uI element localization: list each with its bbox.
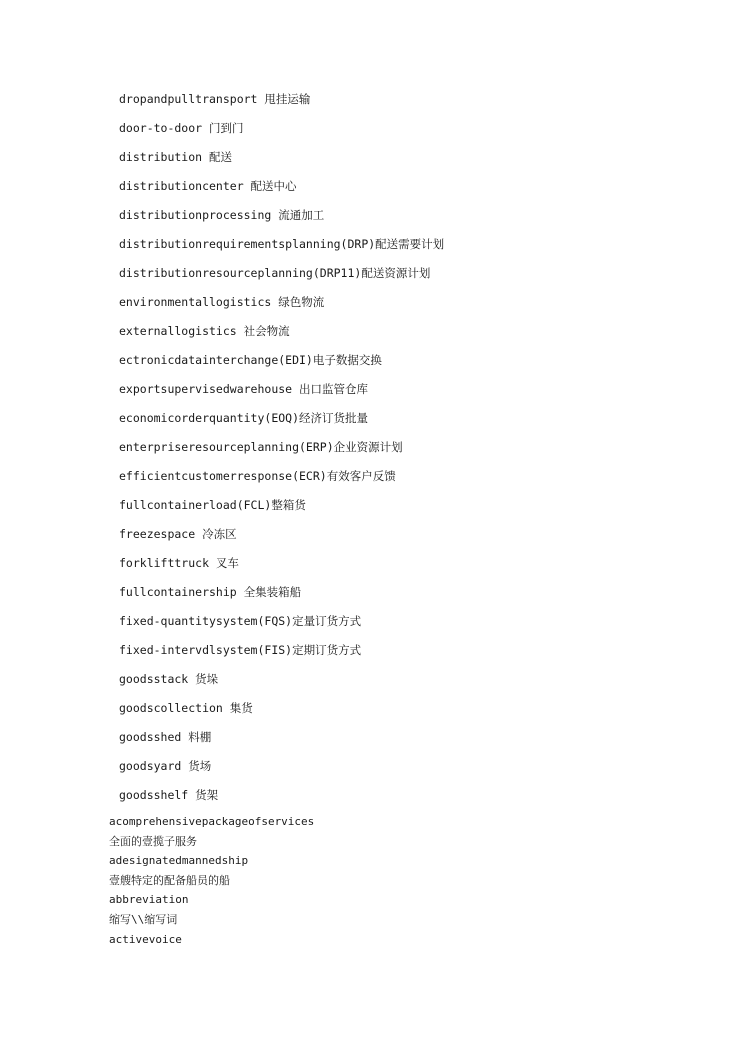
logistics-term-list [119,89,444,814]
term-entry: fixed-intervdlsystem(FIS)定期订货方式 [119,643,362,657]
vocab-english: abbreviation [109,893,189,907]
vocab-chinese: 全面的壹揽子服务 [109,834,197,848]
term-entry: goodscollection 集货 [119,701,253,715]
vocab-english: adesignatedmannedship [109,854,249,868]
term-entry: fixed-quantitysystem(FQS)定量订货方式 [119,614,362,628]
term-entry: exportsupervisedwarehouse 出口监管仓库 [119,382,369,396]
vocab-english: activevoice [109,932,182,946]
term-entry: efficientcustomerresponse(ECR)有效客户反馈 [119,469,396,483]
vocab-chinese: 缩写\\缩写词 [109,912,178,926]
term-entry: distributioncenter 配送中心 [119,179,297,193]
term-entry: forklifttruck 叉车 [119,556,239,570]
term-entry: distributionrequirementsplanning(DRP)配送需要计划 [119,237,445,251]
term-entry: economicorderquantity(EOQ)经济订货批量 [119,411,369,425]
term-entry: goodsyard 货场 [119,759,212,773]
term-entry: fullcontainerload(FCL)整箱货 [119,498,306,512]
vocab-english: acomprehensivepackageofservices [109,815,315,828]
vocabulary-list [109,812,314,949]
term-entry: distributionprocessing 流通加工 [119,208,325,222]
term-entry: dropandpulltransport 甩挂运输 [119,92,311,106]
term-entry: externallogistics 社会物流 [119,324,290,338]
term-entry: ectronicdatainterchange(EDI)电子数据交换 [119,353,382,367]
term-entry: fullcontainership 全集装箱船 [119,585,302,599]
term-entry: goodsshelf 货架 [119,788,219,802]
vocab-chinese: 壹艘特定的配备船员的船 [109,873,230,887]
term-entry: distributionresourceplanning(DRP11)配送资源计划 [119,266,431,280]
term-entry: freezespace 冷冻区 [119,527,237,541]
term-entry: distribution 配送 [119,150,233,164]
term-entry: goodsstack 货垛 [119,672,219,686]
term-entry: enterpriseresourceplanning(ERP)企业资源计划 [119,440,403,454]
term-entry: environmentallogistics 绿色物流 [119,295,325,309]
term-entry: goodsshed 料棚 [119,730,212,744]
term-entry: door-to-door 门到门 [119,121,244,135]
